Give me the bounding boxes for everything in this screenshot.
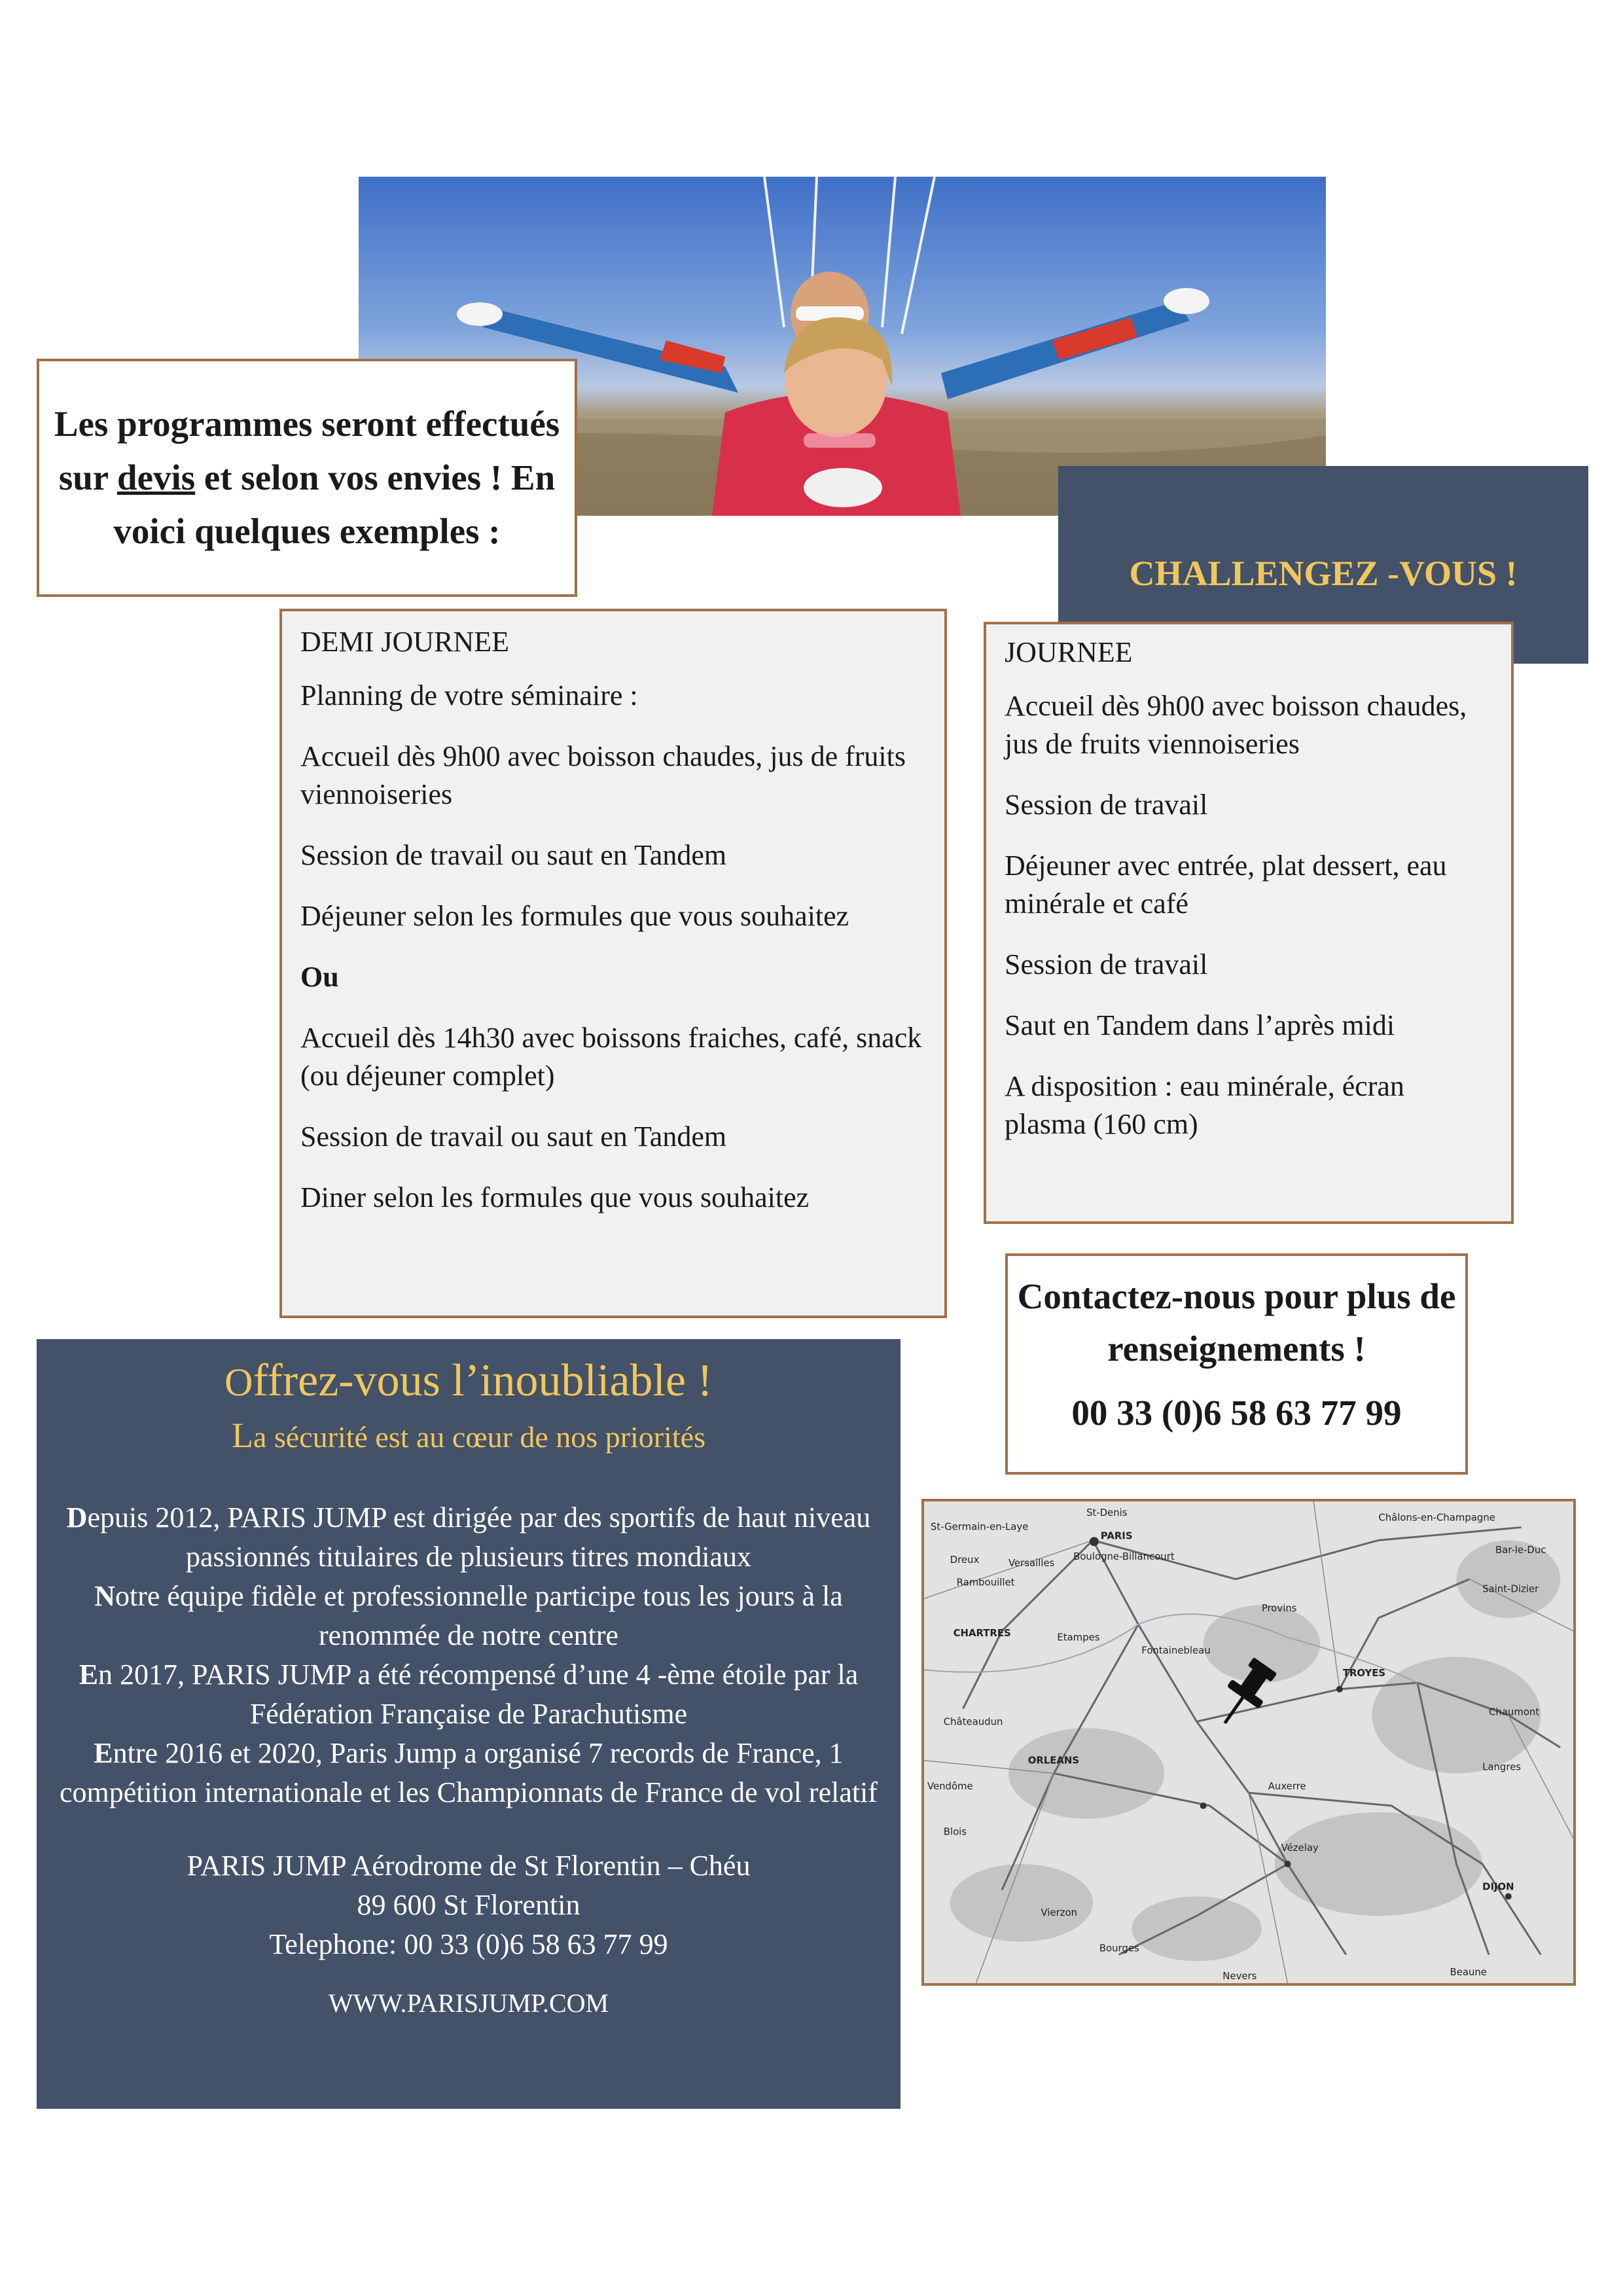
- about-paragraphs: [56, 1498, 881, 1812]
- list-item: Accueil dès 9h00 avec boisson chaudes, jus de fruits viennoiseries: [300, 740, 906, 810]
- about-paragraph: Depuis 2012, PARIS JUMP est dirigée par des sportifs de haut niveau passionnés titulaires de plusieurs titres mondiaux: [66, 1501, 871, 1573]
- map-city-label: ORLEANS: [1027, 1754, 1080, 1767]
- map-city-label: Etampes: [1057, 1631, 1100, 1643]
- full-day-title: JOURNEE: [1005, 636, 1133, 668]
- map-city-label: Blois: [943, 1825, 967, 1838]
- or-separator: Ou: [300, 961, 339, 993]
- map-city-label: Versailles: [1008, 1556, 1055, 1569]
- map-city-label: PARIS: [1100, 1530, 1133, 1542]
- challenge-banner: CHALLENGEZ -VOUS !: [1058, 466, 1588, 664]
- half-day-title: DEMI JOURNEE: [300, 626, 509, 658]
- map-city-label: Fontainebleau: [1141, 1644, 1211, 1657]
- map-city-label: St-Germain-en-Laye: [930, 1520, 1029, 1533]
- list-item: Déjeuner avec entrée, plat dessert, eau minérale et café: [1005, 850, 1447, 920]
- list-item: Saut en Tandem dans l’après midi: [1005, 1009, 1395, 1041]
- map-city-label: Bourges: [1099, 1942, 1139, 1954]
- map-city-label: Beaune: [1450, 1966, 1487, 1979]
- map-city-label: TROYES: [1342, 1667, 1386, 1679]
- info-subheading: La sécurité est au cœur de nos priorités: [231, 1416, 706, 1455]
- about-paragraph: Entre 2016 et 2020, Paris Jump a organisé 7 records de France, 1 compétition internationale et les Championnats de France de vol relatif: [60, 1737, 878, 1808]
- contact-phone[interactable]: 00 33 (0)6 58 63 77 99: [1071, 1393, 1402, 1433]
- map-city-label: Rambouillet: [956, 1576, 1015, 1588]
- address-line: PARIS JUMP Aérodrome de St Florentin – Chéu: [187, 1850, 751, 1882]
- list-item: Accueil dès 14h30 avec boissons fraiches, café, snack (ou déjeuner complet): [300, 1022, 922, 1092]
- map-city-label: Vierzon: [1041, 1907, 1078, 1919]
- map-city-label: Nevers: [1222, 1970, 1257, 1982]
- map-city-label: Langres: [1482, 1761, 1522, 1773]
- map-city-label: Vézelay: [1281, 1842, 1319, 1854]
- map-city-label: Châlons-en-Champagne: [1378, 1511, 1495, 1524]
- map-image: [924, 1501, 1573, 1983]
- map-city-label: St-Denis: [1086, 1506, 1128, 1518]
- address-line: 89 600 St Florentin: [357, 1889, 580, 1921]
- about-info-box: [37, 1339, 901, 2109]
- map-city-label: Bar-le-Duc: [1495, 1544, 1546, 1556]
- map-city-label: Provins: [1261, 1602, 1297, 1615]
- intro-text: Les programmes seront effectués sur devis et selon vos envies ! En voici quelques exemples :: [54, 404, 560, 551]
- map-city-label: Dreux: [950, 1553, 980, 1566]
- about-paragraph: En 2017, PARIS JUMP a été récompensé d’une 4 -ème étoile par la Fédération Française de Parachutisme: [79, 1659, 859, 1730]
- list-item: Diner selon les formules que vous souhaitez: [300, 1181, 810, 1213]
- list-item: Session de travail: [1005, 789, 1208, 821]
- contact-box: [1005, 1253, 1468, 1475]
- list-item: Session de travail ou saut en Tandem: [300, 1121, 727, 1153]
- devis-link-text: devis: [116, 457, 196, 497]
- about-paragraph: Notre équipe fidèle et professionnelle participe tous les jours à la renommée de notre centre: [94, 1580, 843, 1651]
- intro-quote-box: [37, 359, 577, 597]
- map-city-label: Boulogne-Billancourt: [1073, 1551, 1175, 1563]
- list-item: Déjeuner selon les formules que vous souhaitez: [300, 900, 849, 932]
- map-city-label: CHARTRES: [953, 1626, 1011, 1639]
- list-item: Session de travail: [1005, 948, 1208, 980]
- info-heading: Offrez-vous l’inoubliable !: [224, 1355, 713, 1406]
- contact-title: Contactez-nous pour plus de renseignements !: [1017, 1276, 1456, 1369]
- map-city-label: Châteaudun: [943, 1715, 1003, 1728]
- list-item: Accueil dès 9h00 avec boisson chaudes, jus de fruits viennoiseries: [1005, 690, 1467, 760]
- list-item: A disposition : eau minérale, écran plasma (160 cm): [1005, 1070, 1404, 1140]
- map-city-label: Saint-Dizier: [1482, 1583, 1539, 1595]
- map-city-label: Vendôme: [927, 1780, 973, 1793]
- map-city-label: Chaumont: [1489, 1706, 1540, 1718]
- address-block: [37, 1846, 901, 1964]
- map-city-label: DIJON: [1482, 1880, 1514, 1893]
- map-city-label: Auxerre: [1268, 1780, 1306, 1793]
- list-item: Session de travail ou saut en Tandem: [300, 839, 727, 871]
- location-map: [921, 1499, 1576, 1986]
- half-day-program-box: [279, 609, 947, 1318]
- list-item: Planning de votre séminaire :: [300, 679, 638, 711]
- address-phone[interactable]: Telephone: 00 33 (0)6 58 63 77 99: [269, 1928, 668, 1960]
- website-link[interactable]: WWW.PARISJUMP.COM: [328, 1988, 609, 2018]
- full-day-program-box: [984, 622, 1514, 1224]
